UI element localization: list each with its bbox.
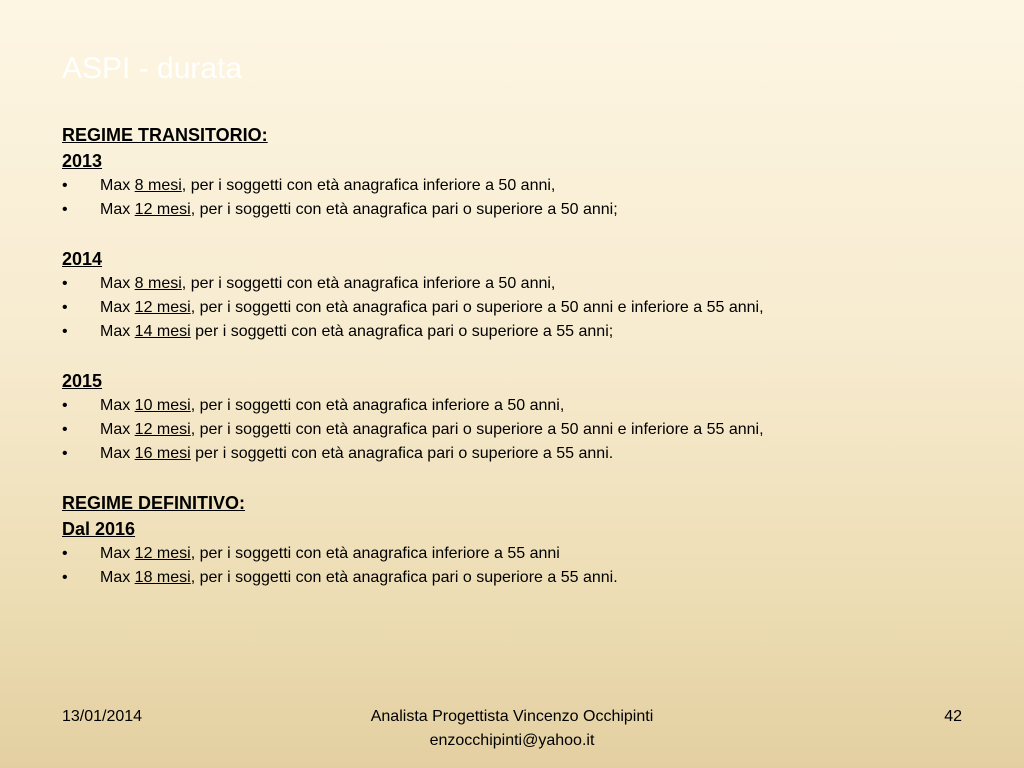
item-duration: 12 mesi	[134, 201, 191, 218]
item-duration: 14 mesi	[134, 323, 191, 340]
definitive-list	[62, 542, 992, 590]
item-duration: 16 mesi	[134, 445, 191, 462]
footer-author-block	[0, 705, 1024, 753]
bullet-icon: •	[62, 275, 68, 292]
item-duration: 18 mesi	[134, 569, 191, 586]
footer-date: 13/01/2014	[62, 708, 143, 725]
year-2013-list	[62, 174, 992, 222]
year-2014-heading: 2014	[62, 249, 103, 269]
bullet-icon: •	[62, 299, 68, 316]
list-item	[62, 272, 992, 296]
slide-title: ASPI - durata	[62, 52, 243, 85]
item-prefix: Max	[100, 177, 135, 194]
item-text: , per i soggetti con età anagrafica inferiore a 50 anni,	[181, 177, 556, 194]
page-number: 42	[944, 708, 962, 725]
bullet-icon: •	[62, 201, 68, 218]
bullet-icon: •	[62, 569, 68, 586]
bullet-icon: •	[62, 177, 68, 194]
item-duration: 12 mesi	[134, 421, 191, 438]
item-prefix: Max	[100, 397, 135, 414]
footer-email: enzocchipinti@yahoo.it	[429, 732, 595, 749]
item-text: per i soggetti con età anagrafica pari o superiore a 55 anni;	[190, 323, 614, 340]
item-duration: 8 mesi	[134, 275, 182, 292]
item-prefix: Max	[100, 275, 135, 292]
item-text: , per i soggetti con età anagrafica inferiore a 50 anni,	[181, 275, 556, 292]
spacer	[62, 222, 992, 246]
year-2013-heading: 2013	[62, 151, 103, 171]
year-2015-list	[62, 394, 992, 466]
item-duration: 10 mesi	[134, 397, 191, 414]
transitional-heading: REGIME TRANSITORIO:	[62, 125, 268, 145]
list-item	[62, 418, 992, 442]
item-prefix: Max	[100, 445, 135, 462]
bullet-icon: •	[62, 421, 68, 438]
item-text: , per i soggetti con età anagrafica pari o superiore a 50 anni e inferiore a 55 anni,	[190, 299, 764, 316]
slide-content	[62, 122, 992, 590]
item-duration: 8 mesi	[134, 177, 182, 194]
list-item	[62, 320, 992, 344]
bullet-icon: •	[62, 445, 68, 462]
list-item	[62, 542, 992, 566]
definitive-year-heading: Dal 2016	[62, 519, 136, 539]
list-item	[62, 174, 992, 198]
bullet-icon: •	[62, 545, 68, 562]
item-prefix: Max	[100, 421, 135, 438]
list-item	[62, 198, 992, 222]
item-prefix: Max	[100, 299, 135, 316]
item-text: , per i soggetti con età anagrafica inferiore a 55 anni	[190, 545, 560, 562]
item-text: , per i soggetti con età anagrafica pari o superiore a 50 anni;	[190, 201, 618, 218]
spacer	[62, 344, 992, 368]
list-item	[62, 394, 992, 418]
item-prefix: Max	[100, 545, 135, 562]
spacer	[62, 466, 992, 490]
year-2014-list	[62, 272, 992, 344]
item-text: , per i soggetti con età anagrafica inferiore a 50 anni,	[190, 397, 565, 414]
item-prefix: Max	[100, 201, 135, 218]
item-prefix: Max	[100, 569, 135, 586]
item-duration: 12 mesi	[134, 545, 191, 562]
item-duration: 12 mesi	[134, 299, 191, 316]
item-text: , per i soggetti con età anagrafica pari o superiore a 50 anni e inferiore a 55 anni,	[190, 421, 764, 438]
footer-author: Analista Progettista Vincenzo Occhipinti	[370, 708, 654, 725]
bullet-icon: •	[62, 397, 68, 414]
item-text: , per i soggetti con età anagrafica pari o superiore a 55 anni.	[190, 569, 618, 586]
list-item	[62, 566, 992, 590]
list-item	[62, 296, 992, 320]
item-prefix: Max	[100, 323, 135, 340]
item-text: per i soggetti con età anagrafica pari o superiore a 55 anni.	[190, 445, 614, 462]
bullet-icon: •	[62, 323, 68, 340]
list-item	[62, 442, 992, 466]
definitive-heading: REGIME DEFINITIVO:	[62, 493, 246, 513]
year-2015-heading: 2015	[62, 371, 103, 391]
